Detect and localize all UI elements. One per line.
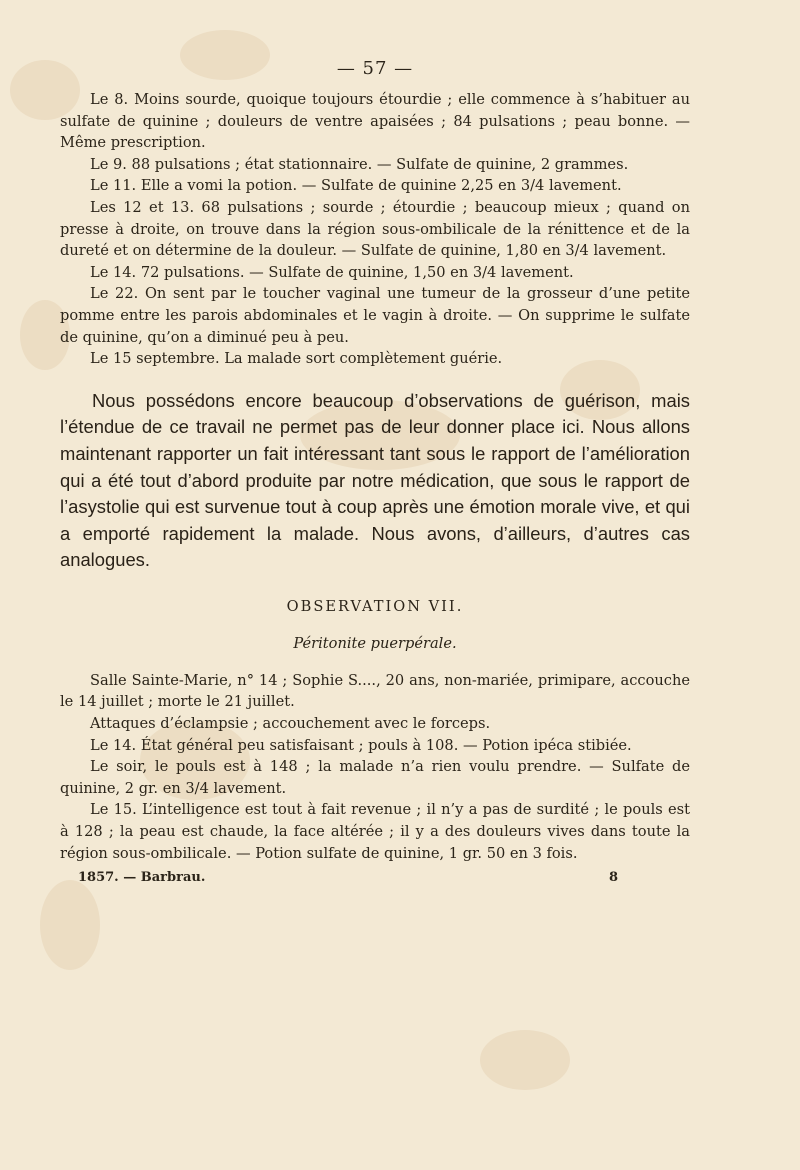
case-entry: Le 22. On sent par le toucher vaginal une tumeur de la grosseur d’une petite pomme entre les parois abdominales et le vagin à droite. — On supprime le sulfate de quinine, qu’on a diminué peu à peu. (60, 285, 690, 346)
page-footer (60, 870, 690, 885)
case-entry: Le 15 septembre. La malade sort complètement guérie. (90, 350, 503, 368)
observation-entries (60, 670, 690, 864)
main-paragraph: Nous possédons encore beaucoup d’observations de guérison, mais l’étendue de ce travail ne permet pas de leur donner place ici. Nous allons maintenant rapporter un fait intéressant tant sous le rapport de l’amélioration qui a été tout d’abord produite par notre médication, que sous le rapport de l’asystolie qui est survenue tout à coup après une émotion morale vive, et qui a emporté rapidement la malade. Nous avons, d’ailleurs, d’autres cas analogues. (60, 389, 690, 571)
case-entry: Le 11. Elle a vomi la potion. — Sulfate de quinine 2,25 en 3/4 lavement. (90, 177, 622, 195)
footer-sheet-number: 8 (608, 870, 618, 886)
observation-subtitle: Péritonite puerpérale. (293, 634, 457, 652)
observation-heading: OBSERVATION VII. (286, 597, 464, 615)
page-number: — 57 — (336, 58, 414, 79)
observation-entry: Le 15. L’intelligence est tout à fait revenue ; il n’y a pas de surdité ; le pouls est à 128 ; la peau est chaude, la face altérée ; il y a des douleurs vives dans toute la région sous-ombilicale. — Potion sulfate de quinine, 1 gr. 50 en 3 fois. (60, 801, 690, 862)
observation-entry: Le soir, le pouls est à 148 ; la malade n’a rien voulu prendre. — Sulfate de quinine, 2 gr. en 3/4 lavement. (60, 758, 690, 797)
page-content (60, 58, 690, 885)
observation-entry: Salle Sainte-Marie, n° 14 ; Sophie S...., 20 ans, non-mariée, primipare, accouche le 14 juillet ; morte le 21 juillet. (60, 671, 690, 711)
paper-stain (40, 880, 100, 970)
case-entry: Le 14. 72 pulsations. — Sulfate de quinine, 1,50 en 3/4 lavement. (90, 263, 574, 281)
observation-entry: Attaques d’éclampsie ; accouchement avec le forceps. (90, 715, 491, 733)
case-entry: Les 12 et 13. 68 pulsations ; sourde ; étourdie ; beaucoup mieux ; quand on presse à droite, on trouve dans la région sous-ombilicale de la rénittence et de la dureté et on détermine de la douleur. — Sulfate de quinine, 1,80 en 3/4 lavement. (60, 198, 690, 260)
observation-entry: Le 14. État général peu satisfaisant ; pouls à 108. — Potion ipéca stibiée. (90, 736, 632, 754)
case-entry: Le 9. 88 pulsations ; état stationnaire. — Sulfate de quinine, 2 grammes. (90, 155, 629, 173)
footer-signature: 1857. — Barbrau. (78, 870, 206, 886)
case-entry: Le 8. Moins sourde, quoique toujours étourdie ; elle commence à s’habituer au sulfate de quinine ; douleurs de ventre apaisées ; 84 pulsations ; peau bonne. — Même prescription. (60, 91, 690, 152)
paper-stain (480, 1030, 570, 1090)
case-entries-top (60, 89, 690, 370)
